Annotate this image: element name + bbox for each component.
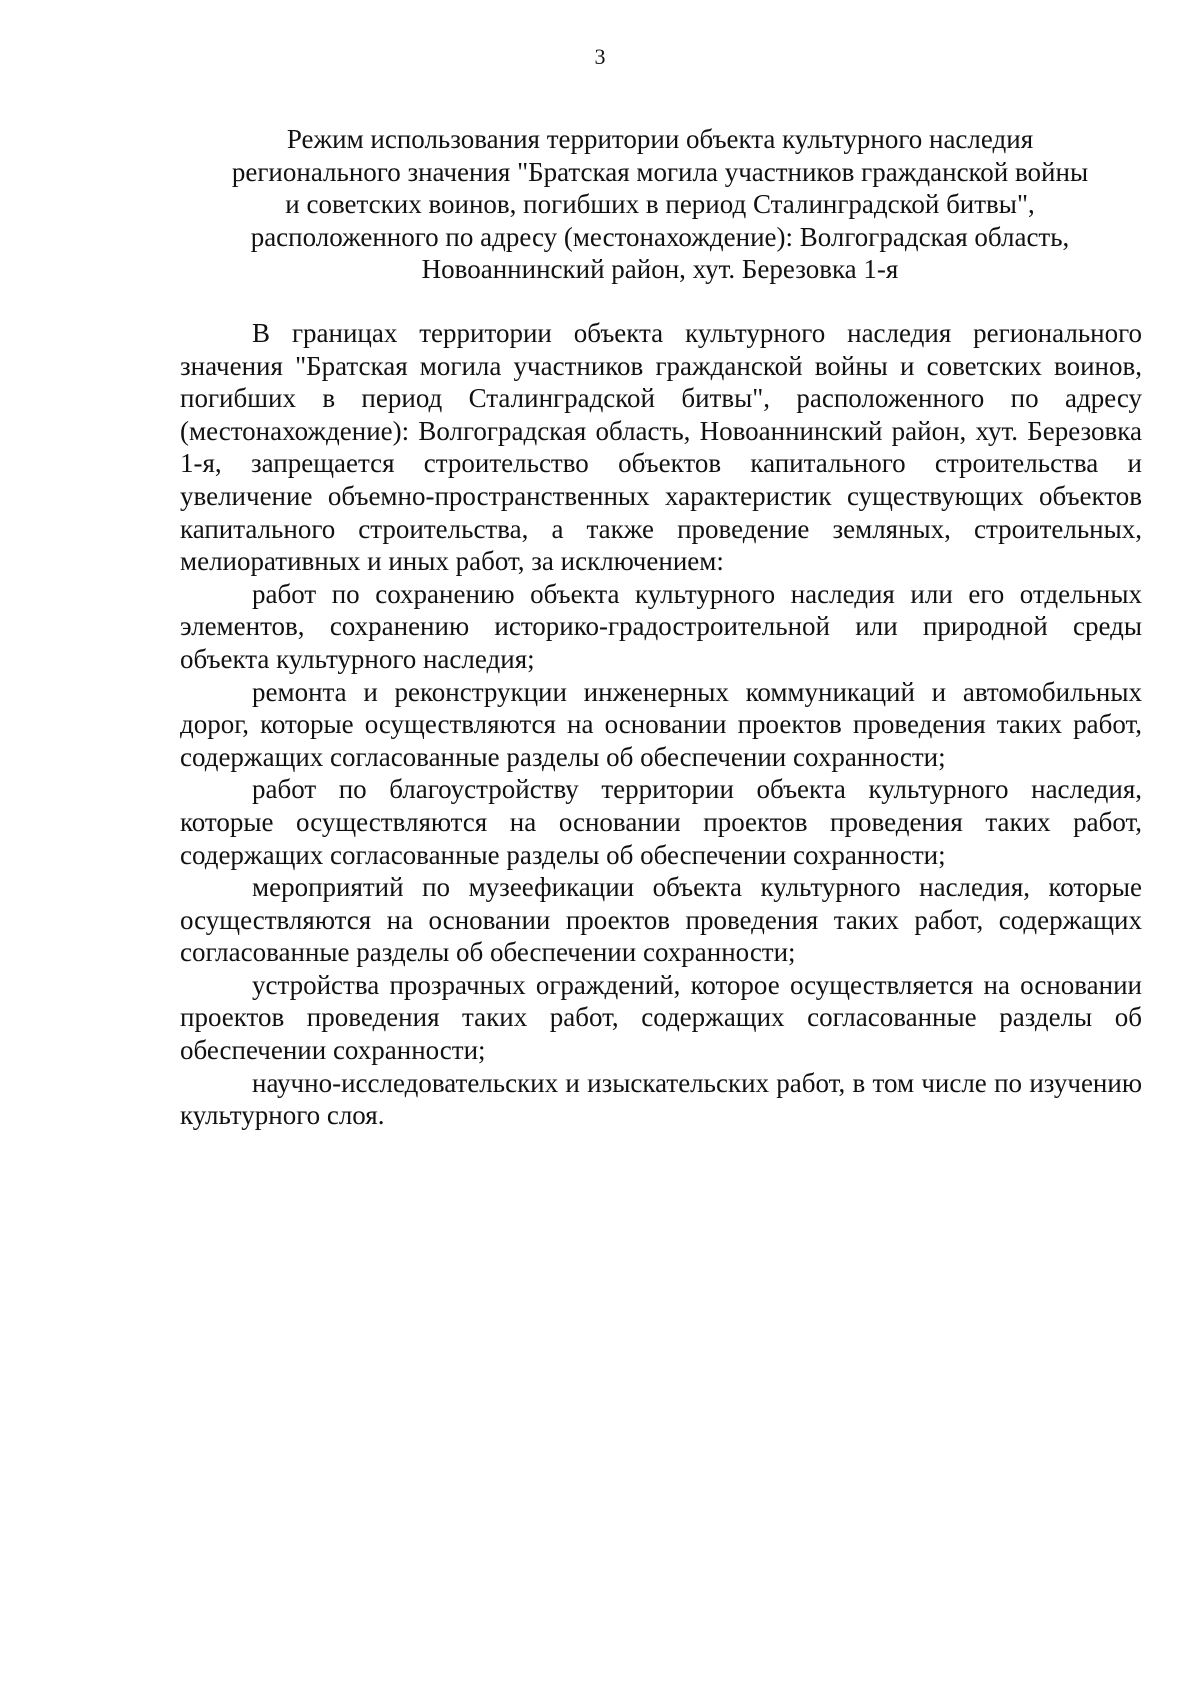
- title-line: регионального значения "Братская могила участников гражданской войны: [231, 156, 1089, 187]
- title-line: Режим использования территории объекта культурного наследия: [286, 124, 1034, 154]
- document-body: [180, 317, 1142, 1132]
- exception-item: мероприятий по музеефикации объекта культурного наследия, которые осуществляются на основании проектов проведения таких работ, содержащих согласованные разделы об обеспечении сохранности;: [180, 872, 1142, 968]
- page-number: 3: [594, 44, 606, 69]
- exception-item: работ по благоустройству территории объекта культурного наследия, которые осуществляются на основании проектов проведения таких работ, содержащих согласованные разделы об обеспечении сохранности;: [180, 774, 1142, 870]
- title-line: и советских воинов, погибших в период Сталинградской битвы",: [285, 189, 1035, 219]
- exception-item: научно-исследовательских и изыскательских работ, в том числе по изучению культурного слоя.: [180, 1067, 1142, 1131]
- exception-item: устройства прозрачных ограждений, которое осуществляется на основании проектов проведения таких работ, содержащих согласованные разделы об обеспечении сохранности;: [180, 969, 1142, 1066]
- intro-paragraph: В границах территории объекта культурного наследия регионального значения "Братская могила участников гражданской войны и советских воинов, погибших в период Сталинградской битвы", расположенного по адресу (местонахождение): Волгоградская область, Новоаннинский район, хут. Березовка 1-я, запрещается строительство объектов капитального строительства и увеличение объемно-пространственных характеристик существующих объектов капитального строительства, а также проведение земляных, строительных, мелиоративных и иных работ, за исключением:: [180, 318, 1142, 577]
- exception-item: работ по сохранению объекта культурного наследия или его отдельных элементов, сохранению историко-градостроительной или природной среды объекта культурного наследия;: [180, 578, 1142, 674]
- title-line: расположенного по адресу (местонахождение): Волгоградская область,: [250, 221, 1070, 252]
- exception-item: ремонта и реконструкции инженерных коммуникаций и автомобильных дорог, которые осуществляются на основании проектов проведения таких работ, содержащих согласованные разделы об обеспечении сохранности;: [180, 676, 1142, 772]
- document-title: [180, 123, 1140, 286]
- title-line: Новоаннинский район, хут. Березовка 1-я: [421, 254, 899, 284]
